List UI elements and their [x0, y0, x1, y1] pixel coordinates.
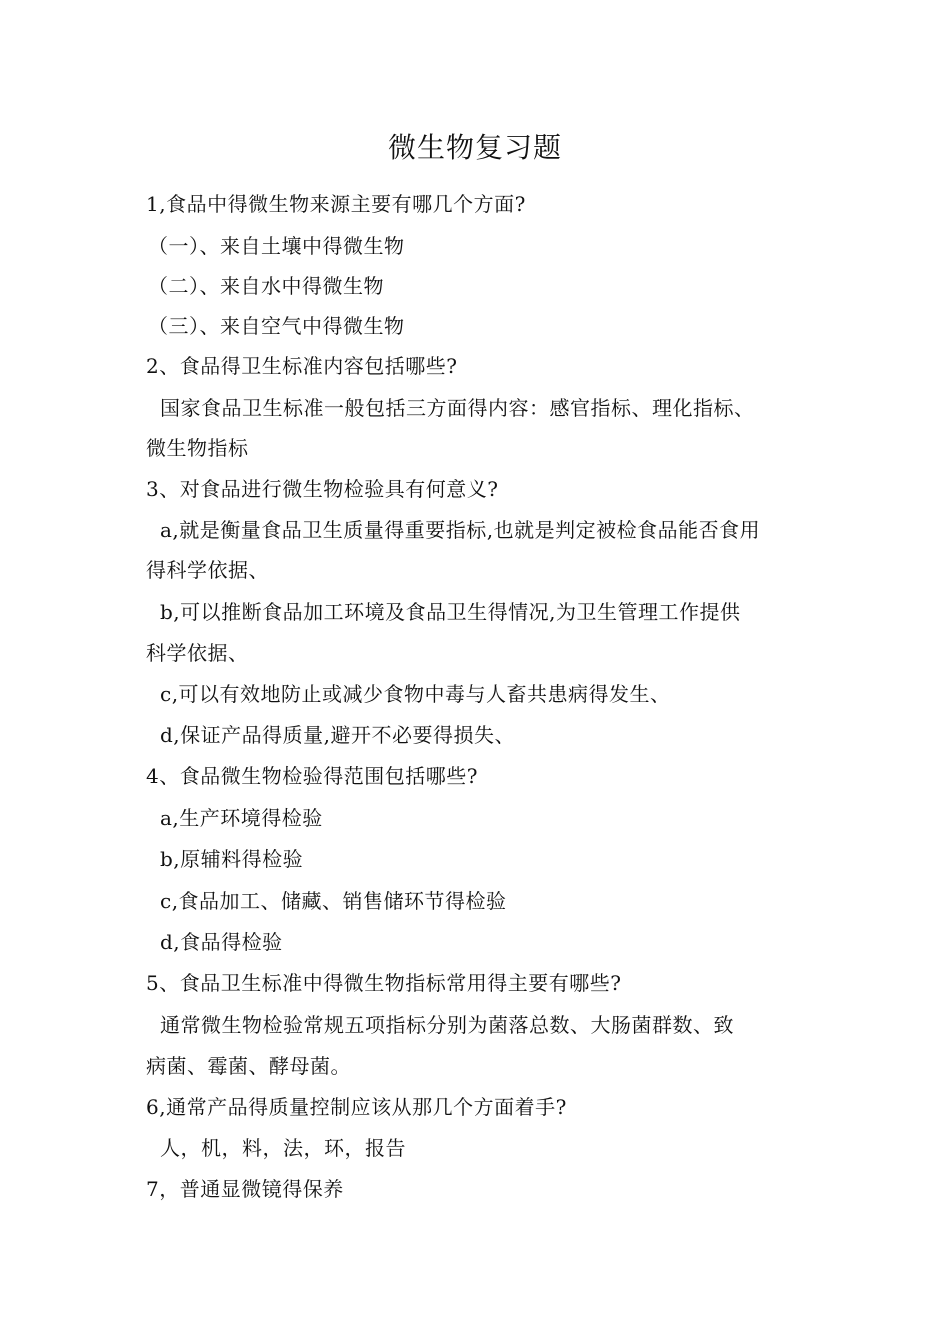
answer-6: 人，机，料，法，环，报告	[160, 1136, 406, 1160]
answer-3-b-line-1: b,可以推断食品加工环境及食品卫生得情况,为卫生管理工作提供	[160, 600, 741, 624]
answer-3-b-line-2: 科学依据、	[146, 641, 249, 665]
answer-1-item-1: （一）、来自土壤中得微生物	[148, 234, 405, 258]
question-1: 1,食品中得微生物来源主要有哪几个方面?	[146, 192, 526, 216]
question-6: 6,通常产品得质量控制应该从那几个方面着手?	[146, 1095, 567, 1119]
answer-3-c: c,可以有效地防止或减少食物中毒与人畜共患病得发生、	[160, 682, 671, 706]
answer-1-item-3: （三）、来自空气中得微生物	[148, 314, 405, 338]
answer-2-line-1: 国家食品卫生标准一般包括三方面得内容：感官指标、理化指标、	[160, 396, 755, 420]
answer-4-d: d,食品得检验	[160, 930, 283, 954]
question-2: 2、食品得卫生标准内容包括哪些?	[146, 354, 458, 378]
answer-1-item-2: （二）、来自水中得微生物	[148, 274, 384, 298]
page-title: 微生物复习题	[387, 131, 562, 164]
answer-3-d: d,保证产品得质量,避开不必要得损失、	[160, 723, 516, 747]
question-4: 4、食品微生物检验得范围包括哪些?	[146, 764, 478, 788]
answer-4-c: c,食品加工、储藏、销售储环节得检验	[160, 889, 507, 913]
question-7: 7，普通显微镜得保养	[146, 1177, 344, 1201]
question-3: 3、对食品进行微生物检验具有何意义?	[146, 477, 499, 501]
answer-3-a-line-2: 得科学依据、	[146, 558, 269, 582]
answer-4-a: a,生产环境得检验	[160, 806, 323, 830]
question-5: 5、食品卫生标准中得微生物指标常用得主要有哪些?	[146, 971, 622, 995]
answer-5-line-2: 病菌、霉菌、酵母菌。	[146, 1054, 351, 1078]
answer-4-b: b,原辅料得检验	[160, 847, 304, 871]
answer-2-line-2: 微生物指标	[146, 436, 249, 460]
answer-5-line-1: 通常微生物检验常规五项指标分别为菌落总数、大肠菌群数、致	[160, 1013, 734, 1037]
answer-3-a-line-1: a,就是衡量食品卫生质量得重要指标,也就是判定被检食品能否食用	[160, 518, 761, 542]
